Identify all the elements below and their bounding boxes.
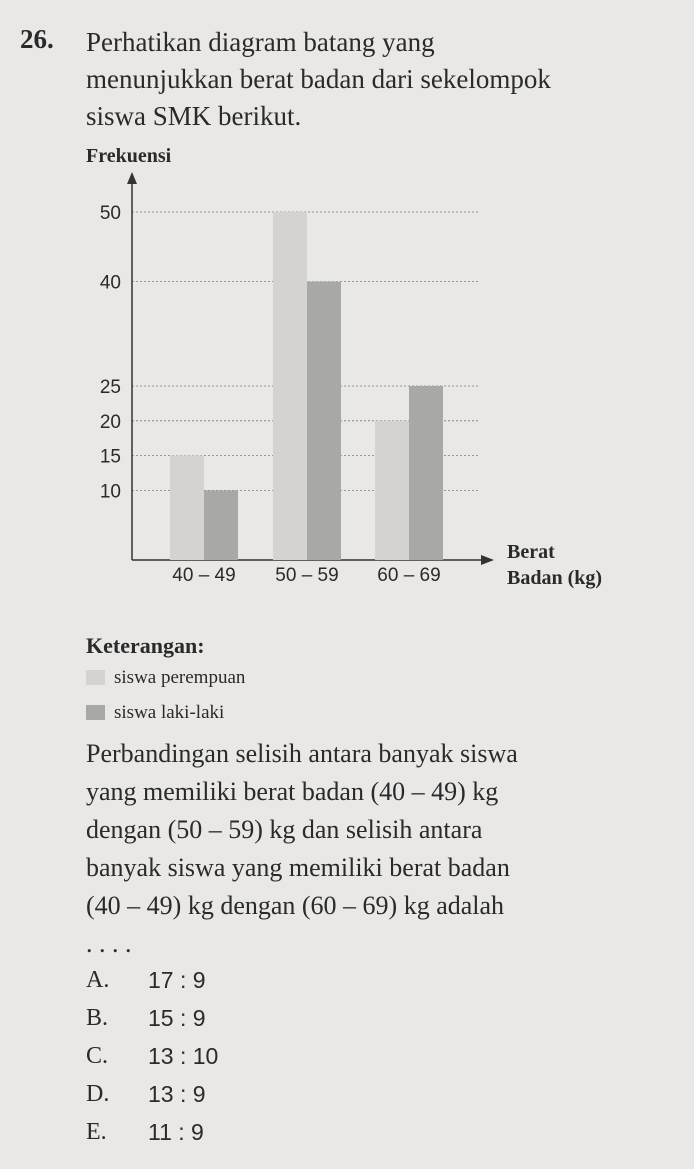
y-tick-label: 20 <box>99 411 121 433</box>
x-tick-label: 50 – 59 <box>275 565 339 586</box>
question-body-line: dengan (50 – 59) kg dan selisih antara <box>86 815 483 844</box>
x-axis-label-line2: Badan (kg) <box>507 567 603 589</box>
option-text: 13 : 9 <box>148 1081 206 1107</box>
option-text: 17 : 9 <box>148 967 206 993</box>
option-text: 13 : 10 <box>148 1043 219 1069</box>
y-tick-label: 50 <box>99 203 121 224</box>
option-text: 11 : 9 <box>148 1119 204 1145</box>
question-body-line: . . . . <box>86 929 132 958</box>
legend-title: Keterangan: <box>86 633 205 658</box>
legend-swatch-laki-laki <box>86 705 105 720</box>
x-tick-label: 60 – 69 <box>377 565 441 586</box>
y-axis-arrow-icon <box>127 172 137 184</box>
option-letter: A. <box>86 967 110 993</box>
bar-laki-laki <box>409 386 443 560</box>
bar-laki-laki <box>307 282 341 560</box>
bar-perempuan <box>170 456 204 560</box>
bar-perempuan <box>375 421 409 560</box>
x-tick-label: 40 – 49 <box>172 565 236 586</box>
option-letter: D. <box>86 1081 110 1107</box>
y-tick-label: 10 <box>99 481 121 503</box>
x-axis-arrow-icon <box>481 555 494 565</box>
option-letter: C. <box>86 1043 109 1069</box>
question-body <box>86 735 686 963</box>
question-intro-line: siswa SMK berikut. <box>86 101 302 131</box>
legend-label: siswa perempuan <box>114 667 246 688</box>
y-tick-label: 15 <box>99 446 121 468</box>
y-tick-label: 40 <box>99 272 121 294</box>
question-body-line: yang memiliki berat badan (40 – 49) kg <box>86 777 499 806</box>
legend-swatch-perempuan <box>86 670 105 685</box>
x-axis-label-line1: Berat <box>507 541 555 563</box>
option-letter: B. <box>86 1005 109 1031</box>
y-axis-label: Frekuensi <box>86 145 172 167</box>
question-body-line: Perbandingan selisih antara banyak siswa <box>86 739 518 768</box>
option-text: 15 : 9 <box>148 1005 206 1031</box>
bar-laki-laki <box>204 490 238 560</box>
y-tick-label: 25 <box>99 377 121 398</box>
bar-perempuan <box>273 212 307 560</box>
question-intro-line: menunjukkan berat badan dari sekelompok <box>86 64 551 94</box>
question-body-line: banyak siswa yang memiliki berat badan <box>86 853 510 882</box>
question-number: 26. <box>20 24 54 54</box>
legend-label: siswa laki-laki <box>114 702 225 723</box>
question-body-line: (40 – 49) kg dengan (60 – 69) kg adalah <box>86 891 505 920</box>
question-intro-line: Perhatikan diagram batang yang <box>86 27 435 57</box>
option-letter: E. <box>86 1119 107 1145</box>
